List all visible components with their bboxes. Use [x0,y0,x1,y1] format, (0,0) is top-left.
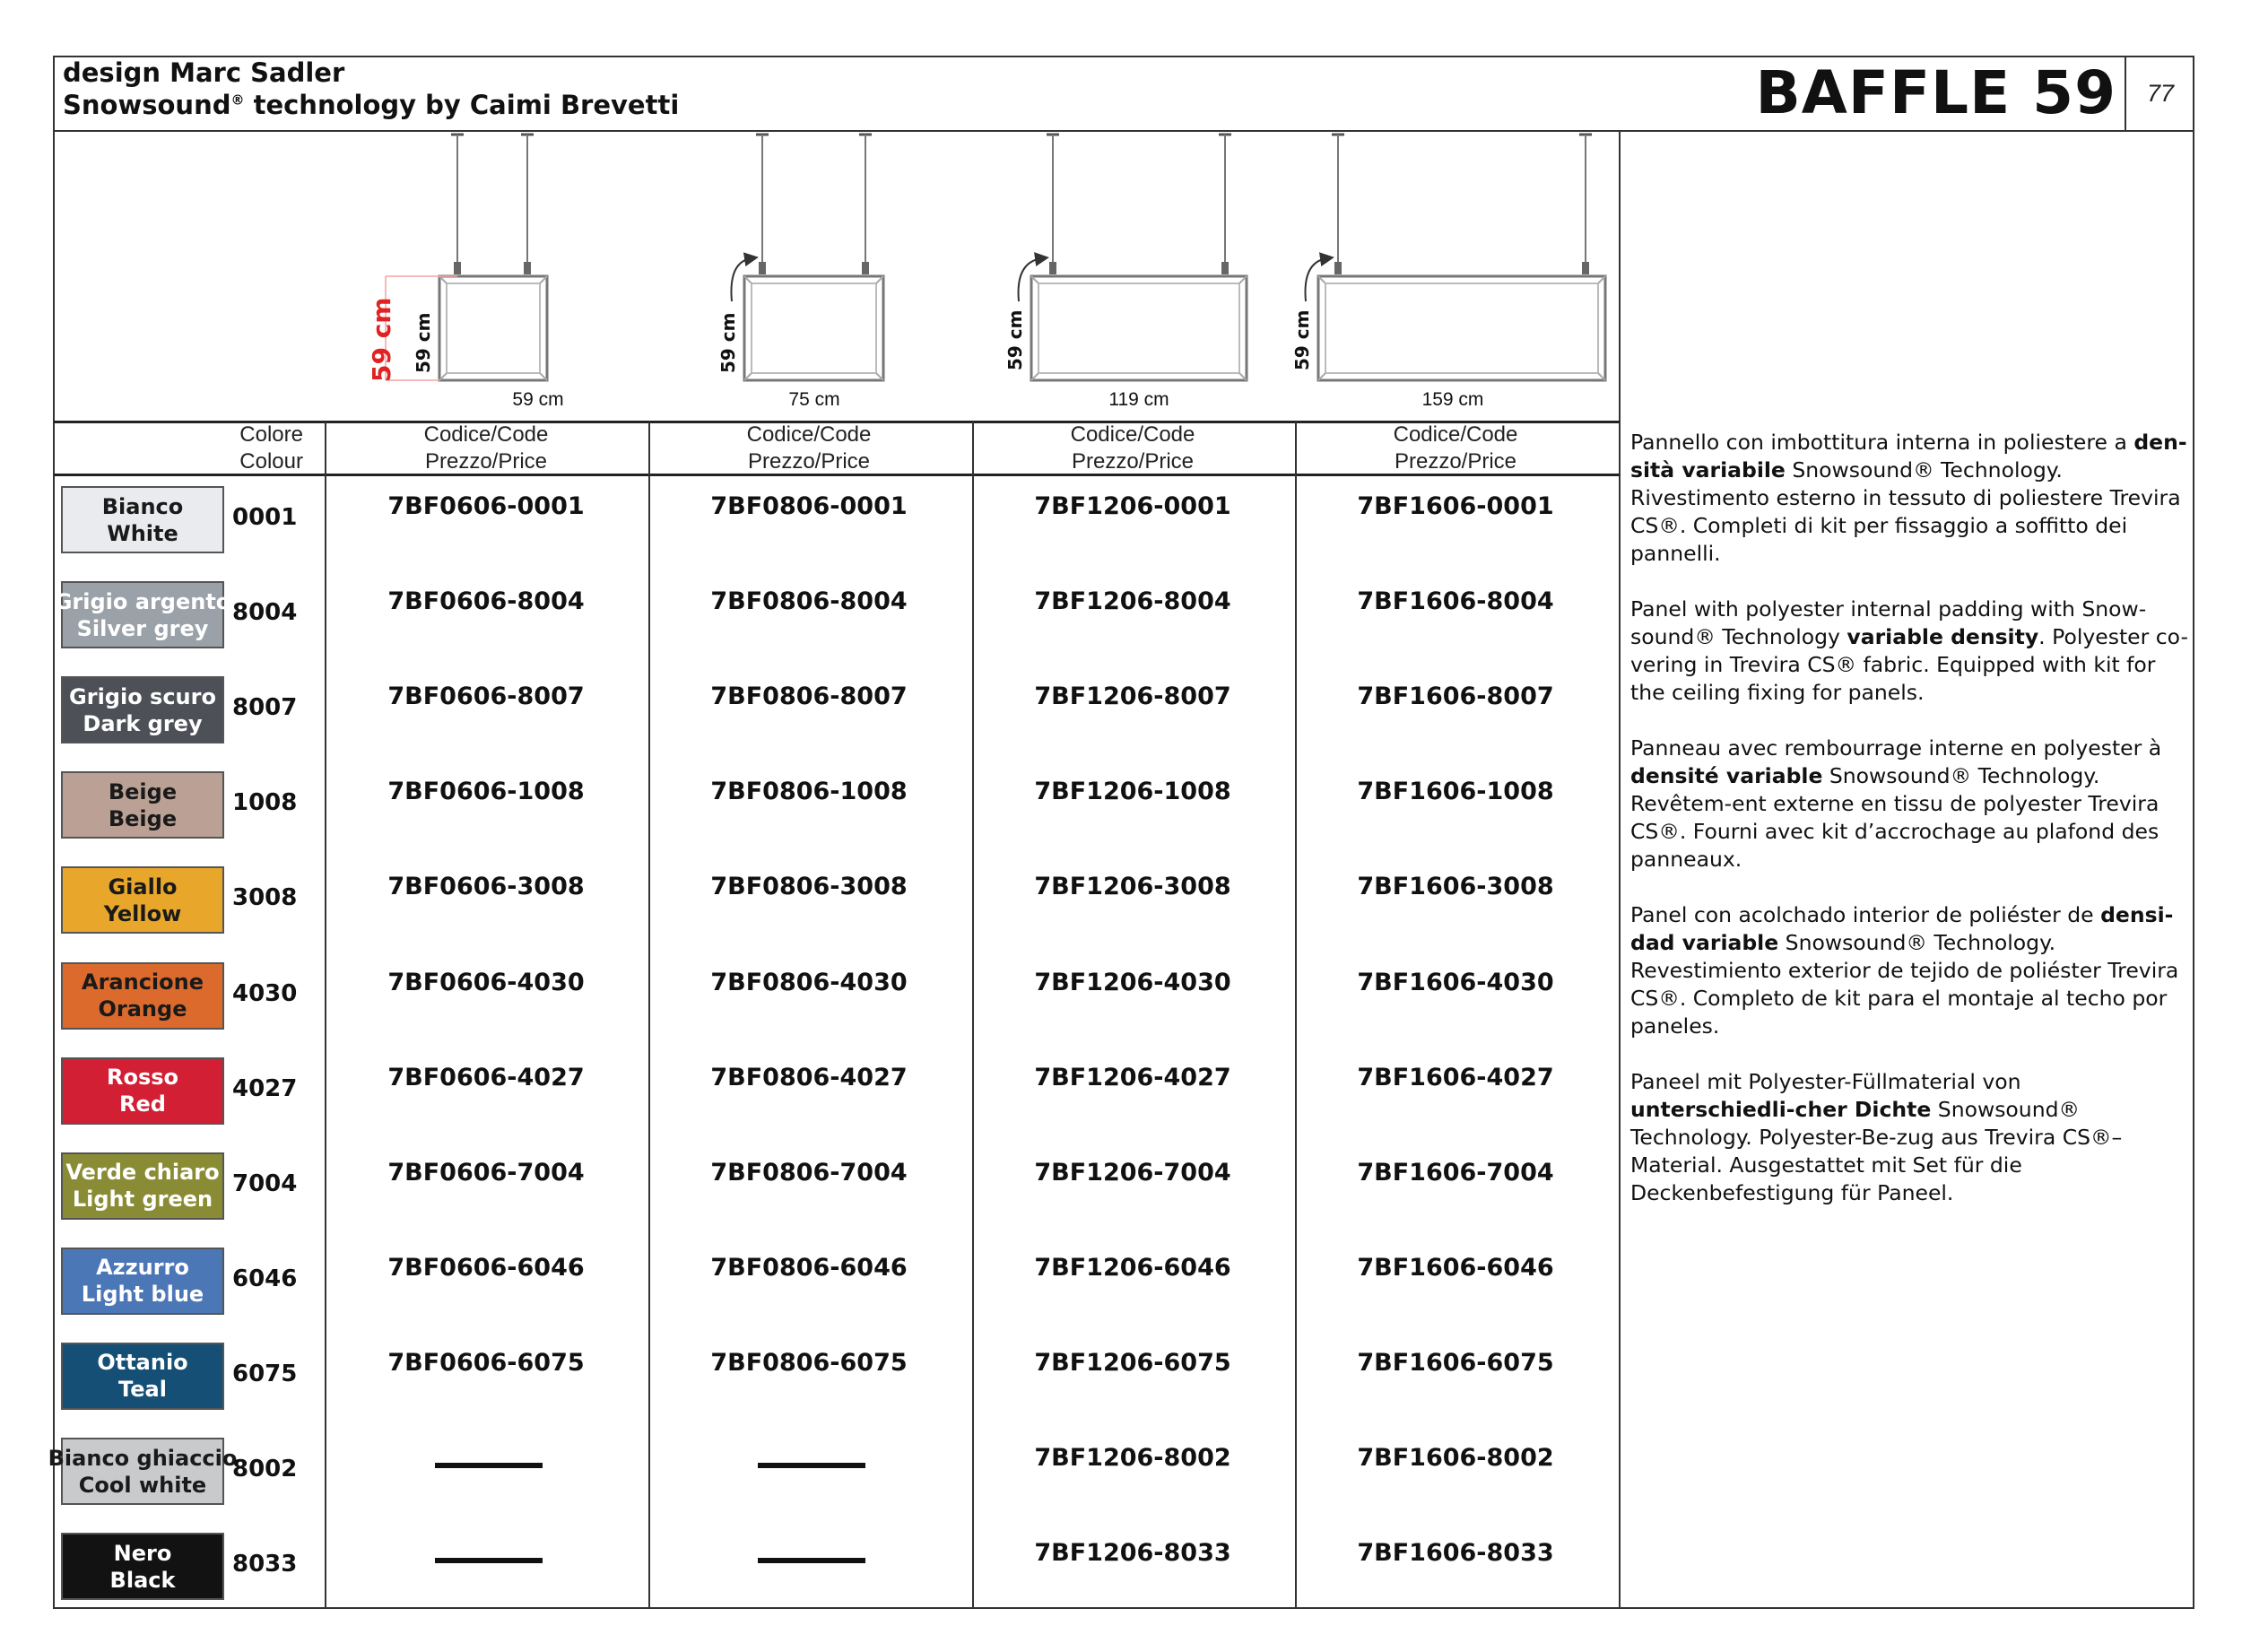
product-code: 7BF1206-4027 [1034,1063,1231,1091]
color-header-en: Colour [239,449,303,474]
width-label-59: 59 cm [512,389,564,410]
color-number: 4030 [232,979,298,1007]
color-name-en: Light blue [81,1282,204,1308]
product-code: 7BF1206-8007 [1034,683,1231,711]
product-code: 7BF1606-8007 [1357,683,1554,711]
color-name-it: Bianco ghiaccio [48,1445,238,1471]
product-code: 7BF1606-8002 [1357,1444,1554,1472]
description-emphasis: densi-dad variable [1630,902,2174,955]
product-code: 7BF1206-8033 [1034,1539,1231,1568]
description-text: Snowsound® Technology. Revêtem-ent externe en tissu de polyester Trevira CS®. Fourni avec kit d’accrochage au plafond des panneaux. [1630,763,2159,872]
page-number: 77 [2146,80,2175,107]
description-text: Panel with polyester internal padding with Snow-sound® Technology [1630,596,2147,649]
color-name-en: Red [119,1091,166,1117]
panel-drawing-2 [731,135,883,380]
code-label: Codice/Code [1393,422,1518,447]
product-code: 7BF1606-1008 [1357,778,1554,806]
height-label-4: 59 cm [1291,309,1313,370]
price-label: Prezzo/Price [1394,449,1517,474]
color-name-en: Cool white [78,1472,207,1498]
code-column-header-2 [647,422,970,475]
product-code: 7BF1206-3008 [1034,873,1231,901]
color-number: 6075 [232,1360,298,1387]
height-label-red: 59 cm [367,297,396,382]
product-code: 7BF0806-6046 [710,1253,908,1282]
product-code: 7BF1206-0001 [1034,492,1231,520]
product-description [1630,429,2191,1235]
height-label-2: 59 cm [717,312,739,373]
panel-drawings [54,131,1619,422]
description-text: Snowsound® Technology. Polyester-Be-zug aus Trevira CS®–Material. Ausgestattet mit Set für die Deckenbefestigung für Paneel. [1630,1097,2123,1205]
product-code: 7BF0806-1008 [710,778,908,806]
color-swatch [61,1152,224,1220]
product-code: 7BF0606-6075 [387,1348,585,1377]
product-code: 7BF1606-6075 [1357,1348,1554,1377]
color-name-it: Ottanio [97,1350,188,1376]
not-available-dash [758,1558,865,1563]
height-label-1: 59 cm [413,312,434,373]
code-column-header-4 [1294,422,1617,475]
code-column-header-3 [971,422,1294,475]
product-code: 7BF0806-8004 [710,587,908,616]
color-swatch [61,676,224,743]
product-code: 7BF0806-4027 [710,1063,908,1091]
color-swatch [61,1533,224,1600]
product-code: 7BF0606-0001 [387,492,585,520]
product-title: BAFFLE 59 [1755,58,2116,127]
price-label: Prezzo/Price [424,449,548,474]
description-paragraph [1630,901,2191,1040]
description-text: Panel con acolchado interior de poliéster de [1630,902,2101,927]
color-name-en: Dark grey [83,710,203,736]
color-swatch [61,486,224,553]
color-number: 1008 [232,789,298,817]
color-number: 0001 [232,504,298,531]
panel-drawing-4 [1306,135,1606,380]
color-name-it: Azzurro [96,1255,189,1281]
technology-line: Snowsound® technology by Caimi Brevetti [63,90,680,120]
price-label: Prezzo/Price [1071,449,1195,474]
color-swatch [61,962,224,1030]
color-number: 4027 [232,1074,298,1102]
product-code: 7BF0606-7004 [387,1158,585,1187]
product-code: 7BF0806-0001 [710,492,908,520]
color-name-en: Beige [108,805,178,831]
color-name-it: Nero [113,1540,172,1566]
product-code: 7BF0806-4030 [710,968,908,996]
description-text: Paneel mit Polyester-Füllmaterial von [1630,1069,2021,1094]
color-name-en: Silver grey [76,615,209,641]
product-code: 7BF1206-6075 [1034,1348,1231,1377]
color-name-it: Verde chiaro [65,1160,220,1186]
product-code: 7BF1206-8002 [1034,1444,1231,1472]
color-number: 6046 [232,1265,298,1292]
color-header-it: Colore [239,422,303,447]
color-name-it: Grigio argento [54,588,231,614]
designer-line: design Marc Sadler [63,57,345,88]
width-label-159: 159 cm [1421,389,1484,410]
description-emphasis: densité variable [1630,763,1823,788]
product-code: 7BF0606-3008 [387,873,585,901]
width-label-119: 119 cm [1108,389,1169,410]
color-number: 3008 [232,884,298,912]
product-code: 7BF0806-7004 [710,1158,908,1187]
color-swatch [61,1057,224,1125]
product-code: 7BF0606-6046 [387,1253,585,1282]
color-swatch [61,866,224,934]
color-name-en: Teal [118,1377,167,1403]
size-diagrams [54,131,1619,422]
color-swatch [61,771,224,839]
product-code: 7BF1606-8033 [1357,1539,1554,1568]
product-code: 7BF0606-8004 [387,587,585,616]
color-number: 8033 [232,1551,298,1578]
color-number: 8007 [232,694,298,722]
code-column-header-1 [325,422,647,475]
not-available-dash [435,1558,543,1563]
description-emphasis: variable density [1847,624,2039,649]
description-divider [1619,131,1621,1609]
product-code: 7BF1206-7004 [1034,1158,1231,1187]
not-available-dash [758,1463,865,1468]
product-code: 7BF1206-8004 [1034,587,1231,616]
product-code: 7BF0806-3008 [710,873,908,901]
code-label: Codice/Code [1070,422,1195,447]
product-code: 7BF0606-8007 [387,683,585,711]
code-label: Codice/Code [423,422,549,447]
product-code: 7BF1606-6046 [1357,1253,1554,1282]
product-code: 7BF1606-0001 [1357,492,1554,520]
product-code: 7BF0606-4027 [387,1063,585,1091]
color-name-it: Giallo [108,874,178,900]
color-swatch [48,1438,238,1505]
not-available-dash [435,1463,543,1468]
description-text: Snowsound® Technology. Revestimiento exterior de tejido de poliéster Trevira CS®. Completo de kit para el montaje al techo por paneles. [1630,930,2179,1039]
color-name-en: White [107,520,178,546]
color-number: 8004 [232,599,298,627]
color-name-en: Yellow [103,900,182,926]
product-code: 7BF1606-4027 [1357,1063,1554,1091]
color-swatch [54,581,231,648]
description-text: . Polyester co-vering in Trevira CS® fabric. Equipped with kit for the ceiling fixing for panels. [1630,624,2188,705]
description-text: Pannello con imbottitura interna in poliestere a [1630,430,2134,455]
price-label: Prezzo/Price [747,449,871,474]
color-number: 7004 [232,1169,298,1197]
product-code: 7BF1606-8004 [1357,587,1554,616]
color-name-it: Bianco [101,493,184,519]
color-swatch [61,1343,224,1410]
width-label-75: 75 cm [788,389,840,410]
product-code: 7BF0806-8007 [710,683,908,711]
color-name-en: Orange [98,996,187,1022]
panel-drawing-3 [1019,135,1247,380]
product-code: 7BF1606-7004 [1357,1158,1554,1187]
color-swatch [61,1248,224,1315]
description-paragraph [1630,596,2191,707]
product-code: 7BF1206-1008 [1034,778,1231,806]
color-header [54,422,303,475]
description-emphasis: unterschiedli-cher Dichte [1630,1097,1932,1122]
description-text: Panneau avec rembourrage interne en polyester à [1630,735,2162,761]
description-paragraph [1630,1068,2191,1207]
product-code: 7BF1606-4030 [1357,968,1554,996]
height-label-3: 59 cm [1004,309,1026,370]
panel-drawing-1 [439,135,547,380]
code-label: Codice/Code [746,422,872,447]
product-code: 7BF0806-6075 [710,1348,908,1377]
product-code: 7BF1606-3008 [1357,873,1554,901]
product-code: 7BF1206-4030 [1034,968,1231,996]
description-paragraph [1630,735,2191,874]
description-paragraph [1630,429,2191,568]
description-text: Snowsound® Technology. Rivestimento esterno in tessuto di poliestere Trevira CS®. Completi di kit per fissaggio a soffitto dei pannelli. [1630,457,2181,566]
color-name-it: Rosso [106,1065,179,1091]
product-code: 7BF0606-1008 [387,778,585,806]
color-name-it: Beige [108,778,178,804]
color-name-en: Light green [72,1187,213,1213]
product-code: 7BF1206-6046 [1034,1253,1231,1282]
color-name-it: Arancione [82,969,204,995]
color-number: 8002 [232,1456,298,1482]
color-name-en: Black [109,1567,176,1593]
description-emphasis: den-sità variabile [1630,430,2187,483]
product-code: 7BF0606-4030 [387,968,585,996]
color-name-it: Grigio scuro [69,683,216,709]
